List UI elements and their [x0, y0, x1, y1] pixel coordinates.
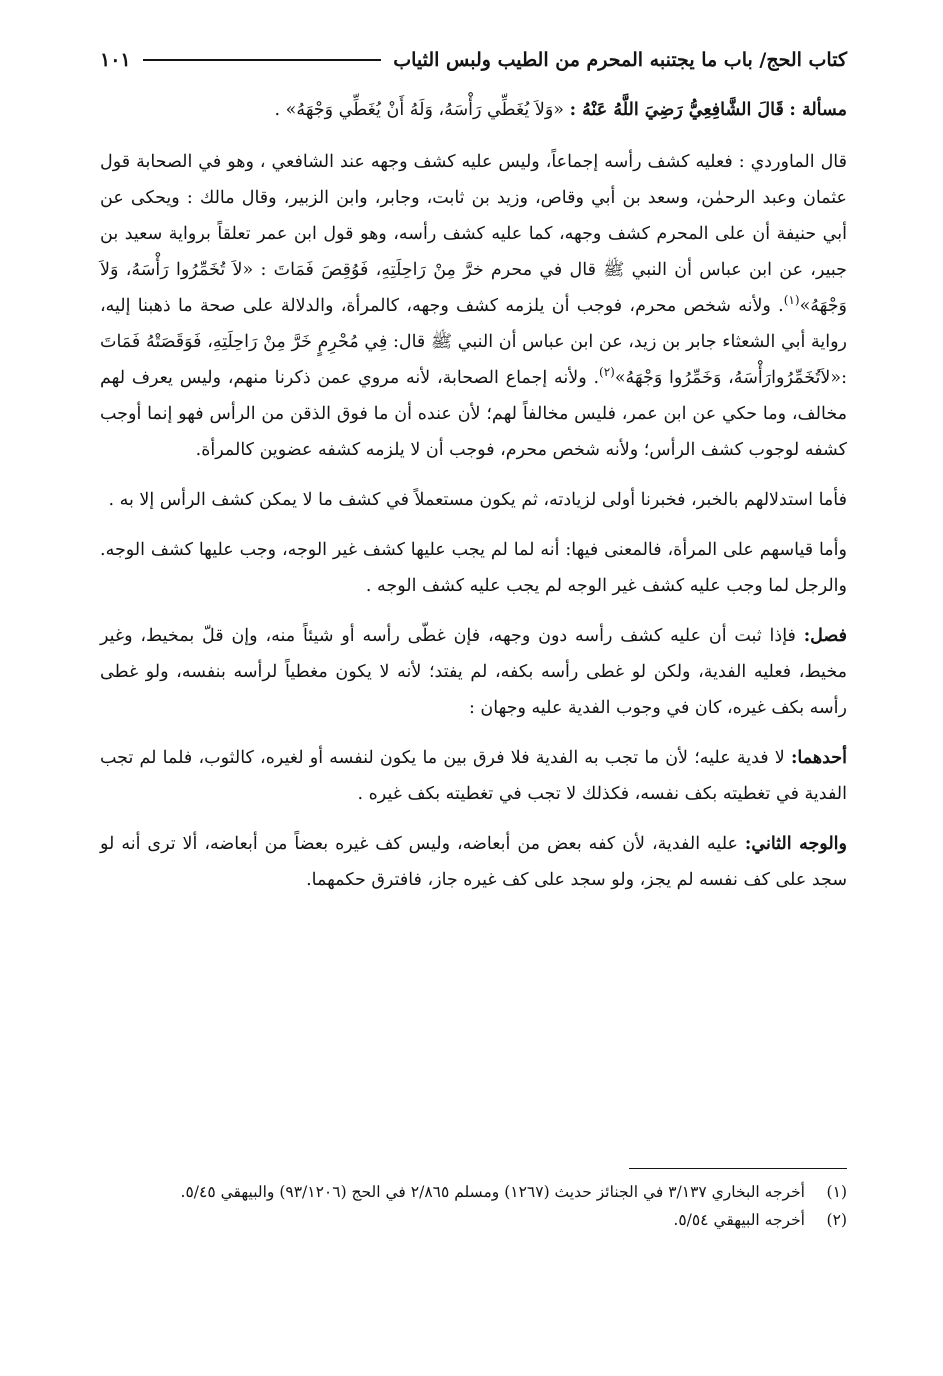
issue-label: مسألة :: [789, 100, 847, 120]
footnote-item: [100, 1178, 847, 1206]
footnotes: [100, 1178, 847, 1234]
footnote-number: (٢): [826, 1211, 847, 1229]
footnote-item: [100, 1206, 847, 1234]
paragraph-first-view: [100, 740, 847, 812]
issue-heading: [100, 92, 847, 128]
footnote-text: أخرجه البخاري ٣/١٣٧ في الجنائز حديث (١٢٦٧) ومسلم ٢/٨٦٥ في الحج (٩٣/١٢٠٦) والبيهقي ٥/٤٥.: [180, 1183, 805, 1201]
header-title: كتاب الحج/ باب ما يجتنبه المحرم من الطيب ولبس الثياب: [393, 49, 847, 71]
issue-quote: «وَلاَ يُغَطِّي رَأْسَهُ، وَلَهُ أَنْ يُغَطِّي وَجْهَهُ» .: [274, 100, 564, 120]
second-view-label: والوجه الثاني:: [744, 834, 847, 854]
footnote-ref-2: (٢): [599, 365, 615, 380]
first-view-label: أحدهما:: [790, 748, 847, 768]
issue-attribution: قَالَ الشَّافِعِيُّ رَضِيَ اللَّهُ عَنْهُ :: [569, 100, 784, 120]
running-header: [100, 44, 847, 76]
paragraph-text: عليه الفدية، لأن كفه بعض من أبعاضه، وليس كف غيره بعضاً من أبعاضه، ألا ترى أنه لو سجد على كف نفسه لم يجز، ولو سجد على كف غيره جاز، فافترق حكمهما.: [100, 834, 847, 890]
main-text: [100, 92, 847, 912]
paragraph-text: فإذا ثبت أن عليه كشف رأسه دون وجهه، فإن غطّى رأسه أو شيئاً منه، وإن قلّ بمخيط، وغير مخيط، فعليه الفدية، ولكن لو غطى رأسه بكفه، لم يفتد؛ لأنه لا يكون مغطياً لرأسه بنفسه، ولو غطى رأسه بكف غيره، كان في وجوب الفدية عليه وجهان :: [100, 626, 847, 718]
paragraph-text: . ولأنه إجماع الصحابة، لأنه مروي عمن ذكرنا منهم، وليس يعرف لهم مخالف، وما حكي عن ابن عمر، فليس مخالفاً لهم؛ لأن عنده أن ما فوق الذقن من الرأس فهو إنما أوجب كشفه لوجوب كشف الرأس؛ ولأنه شخص محرم، فوجب أن لا يلزمه كشفه عضوين كالمرأة.: [100, 368, 847, 460]
footnote-text: أخرجه البيهقي ٥/٥٤.: [673, 1211, 805, 1229]
paragraph-text: لا فدية عليه؛ لأن ما تجب به الفدية فلا فرق بين ما يكون لنفسه أو لغيره، كالثوب، فلما لم تجب الفدية في تغطيته بكف نفسه، فكذلك لا تجب في تغطيته بكف غيره .: [100, 748, 847, 804]
paragraph-text: . ولأنه شخص محرم، فوجب أن يلزمه كشف وجهه، كالمرأة، والدلالة على صحة ما ذهبنا إليه، رواية أبي الشعثاء جابر بن زيد، عن ابن عباس أن النبي ﷺ قال: فِي مُحْرِمٍ خَرَّ مِنْ رَاحِلَتِهِ، فَوَقَصَتْهُ فَمَاتَ :«لاَتُخَمِّرُوارَأْسَهُ، وَخَمِّرُوا وَجْهَهُ»: [100, 296, 848, 388]
footnote-ref-1: (١): [783, 293, 800, 308]
paragraph-second-view: [100, 826, 847, 898]
page-number: ١٠١: [100, 49, 131, 71]
paragraph-text: قال الماوردي : فعليه كشف رأسه إجماعاً، وليس عليه كشف وجهه عند الشافعي ، وهو في الصحابة قول عثمان وعبد الرحمٰن، وسعد بن أبي وقاص، وزيد بن ثابت، وجابر، وابن الزبير، وقال مالك : ويحكى عن أبي حنيفة أن على المحرم كشف وجهه، كما عليه كشف رأسه، وهو قول ابن عمر تعلقاً برواية سعيد بن جبير، عن ابن عباس أن النبي ﷺ قال في محرم خرَّ مِنْ رَاحِلَتِهِ، فَوُقِصَ فَمَاتَ : «لاَ تُخَمِّرُوا رَأْسَهُ، وَلاَ وَجْهَهُ»: [100, 152, 847, 316]
footnote-divider: [629, 1168, 847, 1169]
paragraph-khabar: فأما استدلالهم بالخبر، فخبرنا أولى لزيادته، ثم يكون مستعملاً في كشف ما لا يمكن كشف الرأس إلا به .: [108, 490, 847, 510]
fasl-label: فصل:: [803, 626, 847, 646]
header-rule: [143, 59, 382, 61]
paragraph-mawardi: [100, 144, 847, 468]
footnote-number: (١): [826, 1183, 847, 1201]
paragraph-fasl: [100, 618, 847, 726]
paragraph-qiyas: وأما قياسهم على المرأة، فالمعنى فيها: أنه لما لم يجب عليها كشف غير الوجه، وجب عليها كشف الوجه. والرجل لما وجب عليه كشف غير الوجه لم يجب عليه كشف الوجه .: [100, 540, 847, 596]
